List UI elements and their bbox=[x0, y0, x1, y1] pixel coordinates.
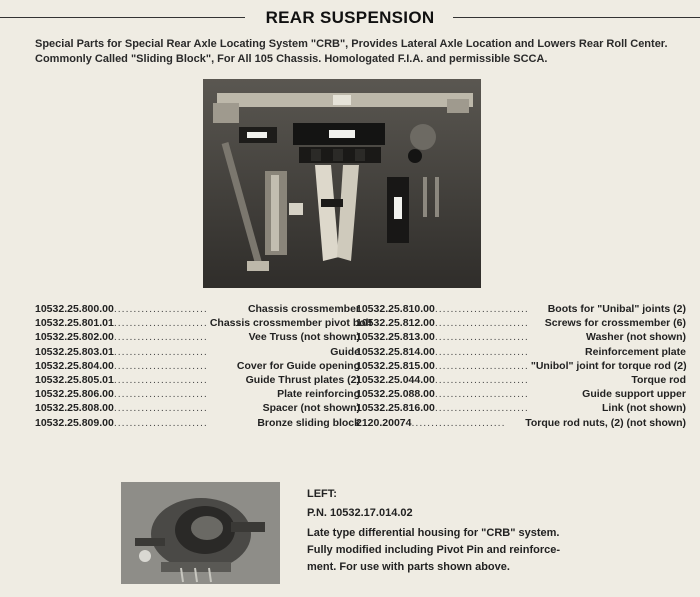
parts-list-left bbox=[35, 302, 373, 430]
parts-photo bbox=[203, 79, 481, 288]
header-rule-right bbox=[453, 17, 700, 18]
part-row bbox=[35, 416, 360, 430]
caption-part-number: P.N. 10532.17.014.02 bbox=[307, 507, 413, 519]
part-description: Guide bbox=[330, 345, 360, 358]
leader-dots: ........................ bbox=[113, 331, 208, 344]
part-description: Boots for "Unibal" joints (2) bbox=[547, 303, 686, 315]
part-number: 10532.25.810.00 bbox=[356, 303, 435, 315]
part-row bbox=[35, 401, 360, 415]
leader-dots: ........................ bbox=[434, 317, 529, 330]
part-description: Bronze sliding block bbox=[257, 416, 360, 429]
leader-dots: ........................ bbox=[113, 402, 208, 415]
page-title: REAR SUSPENSION bbox=[265, 8, 435, 27]
leader-dots: ........................ bbox=[113, 359, 208, 372]
part-number: 10532.25.044.00 bbox=[356, 374, 435, 387]
part-number: 10532.25.803.01 bbox=[35, 345, 114, 358]
differential-housing-photo bbox=[121, 482, 280, 584]
leader-dots: ........................ bbox=[113, 374, 208, 387]
part-number: 10532.25.801.01 bbox=[35, 317, 114, 330]
part-description: Vee Truss (not shown) bbox=[248, 331, 360, 344]
caption-heading: LEFT: bbox=[307, 488, 337, 500]
leader-dots: ........................ bbox=[434, 303, 529, 315]
left-caption bbox=[307, 488, 687, 576]
part-number: 10532.25.804.00 bbox=[35, 359, 114, 372]
leader-dots: ........................ bbox=[411, 416, 506, 429]
part-row bbox=[35, 373, 360, 387]
part-description: Plate reinforcing bbox=[277, 388, 360, 401]
caption-line: Late type differential housing for "CRB" system. bbox=[307, 527, 560, 539]
part-description: Chassis crossmember pivot bolt bbox=[209, 317, 373, 330]
part-number: 10532.25.805.01 bbox=[35, 374, 114, 387]
part-description: Washer (not shown) bbox=[586, 331, 686, 344]
part-description: "Unibol" joint for torque rod (2) bbox=[530, 359, 687, 372]
part-description: Cover for Guide opening bbox=[236, 359, 360, 372]
leader-dots: ........................ bbox=[113, 317, 208, 330]
part-description: Torque rod bbox=[631, 374, 686, 387]
part-description: Link (not shown) bbox=[602, 402, 686, 415]
part-number: 10532.25.813.00 bbox=[356, 331, 435, 344]
part-number: 10532.25.809.00 bbox=[35, 416, 114, 429]
section-header bbox=[0, 8, 700, 28]
part-number: 10532.25.815.00 bbox=[356, 359, 435, 372]
part-number: 10532.25.812.00 bbox=[356, 317, 435, 330]
part-description: Guide Thrust plates (2) bbox=[245, 374, 360, 387]
part-number: 10532.25.814.00 bbox=[356, 345, 435, 358]
part-row bbox=[356, 330, 686, 344]
part-row bbox=[35, 359, 360, 373]
part-description: Reinforcement plate bbox=[585, 345, 686, 358]
part-row bbox=[356, 401, 686, 415]
leader-dots: ........................ bbox=[113, 416, 208, 429]
parts-photo-drawing bbox=[203, 79, 481, 288]
part-row bbox=[356, 416, 686, 430]
leader-dots: ........................ bbox=[434, 359, 529, 372]
leader-dots: ........................ bbox=[113, 303, 208, 315]
leader-dots: ........................ bbox=[434, 345, 529, 358]
part-description: Guide support upper bbox=[582, 388, 686, 401]
part-number: 10532.25.802.00 bbox=[35, 331, 114, 344]
intro-paragraph: Special Parts for Special Rear Axle Locating System "CRB", Provides Lateral Axle Location and Lowers Rear Roll Center. Commonly Called "Sliding Block", For All 105 Chassis. Homologated F.I.A. and permissible SCCA. bbox=[35, 38, 668, 65]
leader-dots: ........................ bbox=[113, 345, 208, 358]
part-row bbox=[35, 302, 360, 316]
part-number: 10532.25.816.00 bbox=[356, 402, 435, 415]
leader-dots: ........................ bbox=[434, 402, 529, 415]
leader-dots: ........................ bbox=[434, 388, 529, 401]
differential-housing-drawing bbox=[121, 482, 280, 584]
part-number: 10532.25.088.00 bbox=[356, 388, 435, 401]
part-number: 10532.25.800.00 bbox=[35, 303, 114, 315]
leader-dots: ........................ bbox=[434, 331, 529, 344]
part-number: 10532.25.808.00 bbox=[35, 402, 114, 415]
part-row bbox=[356, 373, 686, 387]
parts-list-right bbox=[356, 302, 686, 430]
part-description: Chassis crossmember bbox=[247, 303, 360, 315]
part-row bbox=[356, 359, 686, 373]
part-row bbox=[356, 316, 686, 330]
header-rule-left bbox=[0, 17, 245, 18]
leader-dots: ........................ bbox=[113, 388, 208, 401]
part-row bbox=[35, 345, 360, 359]
caption-description bbox=[307, 525, 687, 576]
part-description: Screws for crossmember (6) bbox=[544, 317, 686, 330]
leader-dots: ........................ bbox=[434, 374, 529, 387]
part-description: Spacer (not shown) bbox=[262, 402, 360, 415]
caption-line: Fully modified including Pivot Pin and reinforce- bbox=[307, 544, 561, 556]
part-row bbox=[356, 345, 686, 359]
part-row bbox=[35, 316, 373, 330]
part-row bbox=[35, 330, 360, 344]
part-row bbox=[356, 302, 686, 316]
part-description: Torque rod nuts, (2) (not shown) bbox=[525, 416, 686, 429]
caption-line: ment. For use with parts shown above. bbox=[307, 561, 510, 573]
part-row bbox=[356, 387, 686, 401]
part-number: 10532.25.806.00 bbox=[35, 388, 114, 401]
part-number: 2120.20074 bbox=[356, 416, 412, 429]
part-row bbox=[35, 387, 360, 401]
